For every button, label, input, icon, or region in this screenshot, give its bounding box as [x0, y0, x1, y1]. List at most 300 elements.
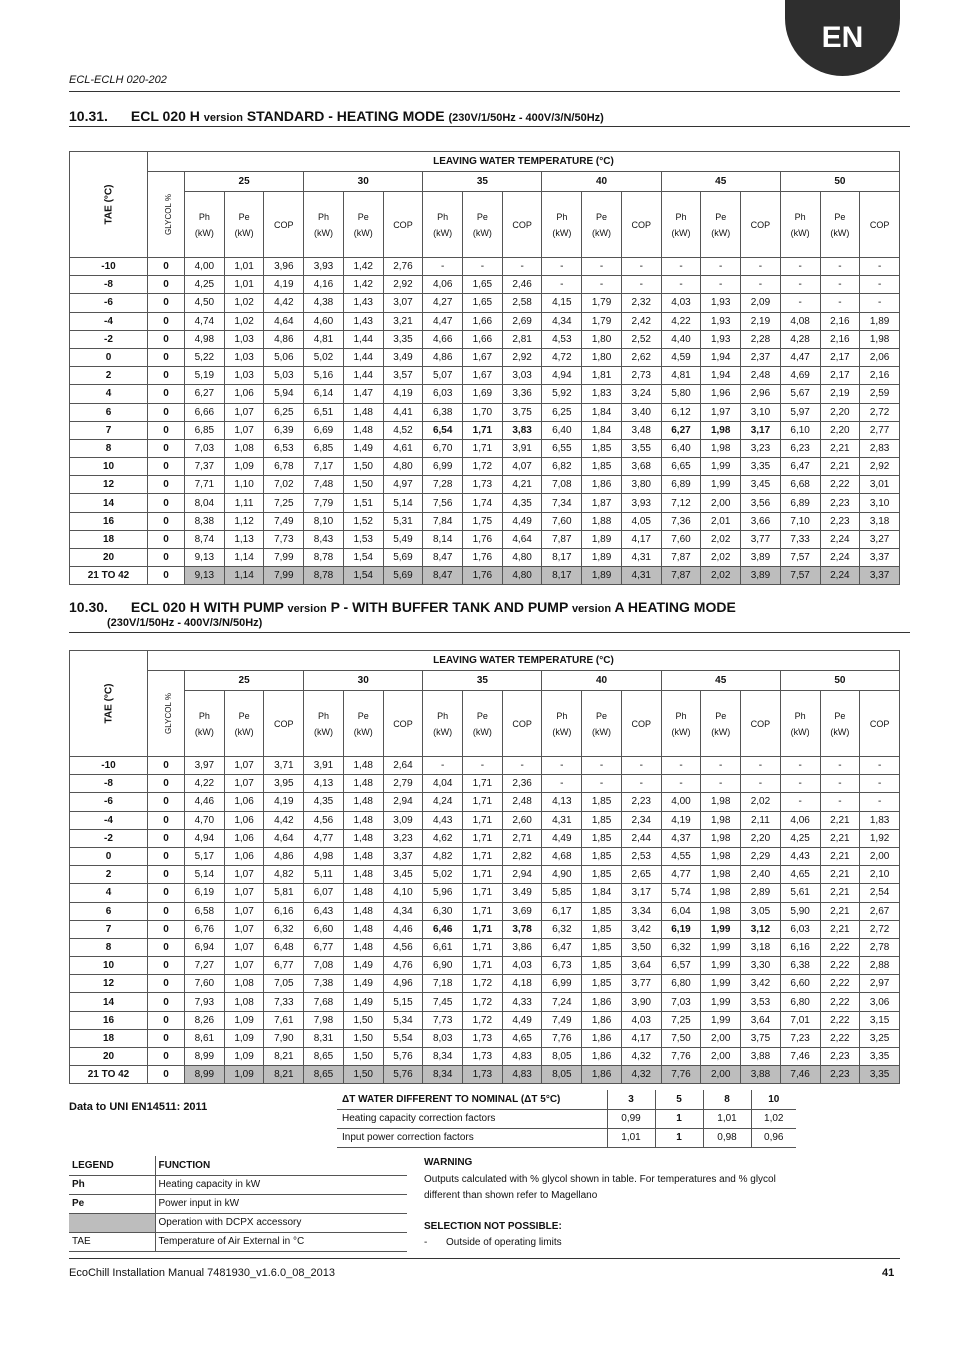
glycol-pct: %	[163, 693, 173, 701]
cell-value: 1,12	[224, 512, 264, 530]
cell-value: 5,16	[304, 367, 344, 385]
cell-value: 4,82	[423, 847, 463, 865]
cell-value: 2,11	[741, 811, 781, 829]
cell-value: 2,24	[820, 530, 860, 548]
cell-value: 8,21	[264, 1066, 304, 1084]
cell-value: 6,73	[542, 957, 582, 975]
lwt-header: LEAVING WATER TEMPERATURE (°C)	[148, 152, 900, 172]
cell-value: 7,84	[423, 512, 463, 530]
tae-value: 18	[70, 1029, 148, 1047]
cell-value: 7,37	[185, 458, 225, 476]
table-row	[70, 512, 900, 530]
cell-value: -	[780, 294, 820, 312]
table-row	[70, 847, 900, 865]
cell-value: 5,61	[780, 884, 820, 902]
cell-value: 7,01	[780, 1011, 820, 1029]
cell-value: 6,40	[661, 439, 701, 457]
cell-value: 1,06	[224, 385, 264, 403]
tae-value: -4	[70, 811, 148, 829]
tae-value: 12	[70, 476, 148, 494]
tae-value: -6	[70, 793, 148, 811]
cell-value: 3,24	[621, 385, 661, 403]
cell-value: 3,93	[621, 494, 661, 512]
cell-value: 2,19	[820, 385, 860, 403]
cell-value: 1,44	[343, 330, 383, 348]
cell-value: -	[542, 775, 582, 793]
cell-value: -	[701, 276, 741, 294]
cell-value: 3,80	[621, 476, 661, 494]
cop-header: COP	[264, 691, 304, 757]
cell-value: 2,21	[820, 884, 860, 902]
cell-value: 1,99	[701, 938, 741, 956]
cell-value: 1,54	[343, 567, 383, 585]
cell-value: 2,02	[701, 567, 741, 585]
table-row	[70, 902, 900, 920]
tae-value: 8	[70, 938, 148, 956]
cell-value: 4,55	[661, 847, 701, 865]
cell-value: 1,52	[343, 512, 383, 530]
cell-value: 5,94	[264, 385, 304, 403]
table-row	[70, 1011, 900, 1029]
tae-value: -10	[70, 258, 148, 276]
cell-value: 1,06	[224, 829, 264, 847]
cell-value: 7,57	[780, 549, 820, 567]
cell-value: 4,18	[502, 975, 542, 993]
cell-value: 1,07	[224, 884, 264, 902]
cell-value: 3,45	[741, 476, 781, 494]
cell-value: 8,61	[185, 1029, 225, 1047]
cell-value: 2,67	[860, 902, 900, 920]
cell-value: 6,32	[542, 920, 582, 938]
cell-value: 7,60	[185, 975, 225, 993]
cell-value: 2,69	[502, 312, 542, 330]
cell-value: 7,76	[542, 1029, 582, 1047]
cell-value: 7,49	[264, 512, 304, 530]
ph-header: Ph (kW)	[304, 192, 344, 258]
cell-value: 2,32	[621, 294, 661, 312]
cell-value: -	[661, 276, 701, 294]
tae-value: 0	[70, 847, 148, 865]
pe-header: Pe (kW)	[224, 691, 264, 757]
cell-value: 3,21	[383, 312, 423, 330]
table-row	[70, 811, 900, 829]
cell-value: 1,08	[224, 439, 264, 457]
cell-value: 2,52	[621, 330, 661, 348]
cell-value: 5,85	[542, 884, 582, 902]
cell-value: 4,86	[423, 348, 463, 366]
cell-value: 1,48	[343, 866, 383, 884]
cell-value: 7,18	[423, 975, 463, 993]
cell-value: 2,23	[820, 494, 860, 512]
cell-value: 1,03	[224, 330, 264, 348]
cell-value: 4,00	[661, 793, 701, 811]
cell-value: 4,68	[542, 847, 582, 865]
cell-value: 6,54	[423, 421, 463, 439]
cell-value: 3,30	[741, 957, 781, 975]
cell-value: 1,07	[224, 920, 264, 938]
cell-value: 8,05	[542, 1066, 582, 1084]
factor: 1,01	[607, 1128, 655, 1147]
cell-value: 4,70	[185, 811, 225, 829]
cell-value: 4,16	[304, 276, 344, 294]
cell-value: 1,80	[582, 348, 622, 366]
cell-value: 2,16	[820, 330, 860, 348]
table-row	[70, 793, 900, 811]
cell-value: 1,43	[343, 312, 383, 330]
cell-value: -	[463, 757, 503, 775]
cell-value: 5,02	[304, 348, 344, 366]
cell-value: 5,54	[383, 1029, 423, 1047]
cell-value: 1,09	[224, 1048, 264, 1066]
factor: 1,02	[751, 1109, 796, 1128]
cell-value: 8,14	[423, 530, 463, 548]
cell-value: 6,60	[304, 920, 344, 938]
glycol-value: 0	[148, 330, 185, 348]
cell-value: 3,86	[502, 938, 542, 956]
cell-value: 2,21	[820, 439, 860, 457]
selection-title: SELECTION NOT POSSIBLE:	[424, 1221, 562, 1232]
cell-value: 3,37	[383, 847, 423, 865]
cell-value: 1,98	[701, 421, 741, 439]
cell-value: -	[820, 775, 860, 793]
cell-value: 7,73	[264, 530, 304, 548]
cell-value: 1,98	[701, 902, 741, 920]
cell-value: 3,10	[741, 403, 781, 421]
cell-value: 7,45	[423, 993, 463, 1011]
cell-value: 3,95	[264, 775, 304, 793]
section2-title	[69, 599, 736, 615]
cell-value: 7,34	[542, 494, 582, 512]
table-row	[70, 866, 900, 884]
glycol-value: 0	[148, 811, 185, 829]
section2-version2: version	[571, 603, 612, 615]
glycol-value: 0	[148, 829, 185, 847]
cell-value: 4,03	[621, 1011, 661, 1029]
cell-value: 1,07	[224, 403, 264, 421]
cell-value: 1,73	[463, 476, 503, 494]
cell-value: 4,37	[661, 829, 701, 847]
cell-value: 1,98	[701, 811, 741, 829]
cell-value: 6,57	[661, 957, 701, 975]
cell-value: 6,04	[661, 902, 701, 920]
cell-value: 6,89	[661, 476, 701, 494]
cell-value: 2,22	[820, 957, 860, 975]
cell-value: 1,07	[224, 902, 264, 920]
ph-header: Ph (kW)	[780, 691, 820, 757]
cell-value: -	[582, 276, 622, 294]
cell-value: 2,83	[860, 439, 900, 457]
cell-value: 3,05	[741, 902, 781, 920]
cell-value: 2,76	[383, 258, 423, 276]
cell-value: 2,44	[621, 829, 661, 847]
cell-value: 7,48	[304, 476, 344, 494]
cell-value: 1,71	[463, 811, 503, 829]
cop-header: COP	[860, 192, 900, 258]
cell-value: 4,80	[502, 567, 542, 585]
ph-header: Ph (kW)	[304, 691, 344, 757]
cell-value: 6,82	[542, 458, 582, 476]
cell-value: 2,23	[820, 1066, 860, 1084]
tae-value: 20	[70, 1048, 148, 1066]
cell-value: 3,40	[621, 403, 661, 421]
glycol-value: 0	[148, 884, 185, 902]
cell-value: 1,08	[224, 975, 264, 993]
language-tab: EN	[785, 0, 900, 76]
cell-value: 6,48	[264, 938, 304, 956]
cell-value: 1,48	[343, 757, 383, 775]
cell-value: 1,89	[582, 530, 622, 548]
cell-value: 2,94	[502, 866, 542, 884]
cell-value: 6,70	[423, 439, 463, 457]
cell-value: 4,49	[502, 512, 542, 530]
cell-value: 4,97	[383, 476, 423, 494]
glycol-value: 0	[148, 258, 185, 276]
cell-value: 3,37	[860, 567, 900, 585]
cell-value: 7,28	[423, 476, 463, 494]
cell-value: 7,08	[542, 476, 582, 494]
delta-t-header: ΔT WATER DIFFERENT TO NOMINAL (ΔT 5°C)	[337, 1090, 607, 1109]
cell-value: 6,55	[542, 439, 582, 457]
cell-value: 7,33	[264, 993, 304, 1011]
cell-value: 2,53	[621, 847, 661, 865]
cell-value: 7,38	[304, 975, 344, 993]
legend-row	[69, 1194, 407, 1213]
cell-value: 6,99	[423, 458, 463, 476]
cell-value: 2,19	[741, 312, 781, 330]
cell-value: 4,06	[780, 811, 820, 829]
cell-value: 7,87	[542, 530, 582, 548]
tae-value: -4	[70, 312, 148, 330]
cell-value: 7,10	[780, 512, 820, 530]
cell-value: 4,27	[423, 294, 463, 312]
cell-value: 7,93	[185, 993, 225, 1011]
cell-value: 2,40	[741, 866, 781, 884]
function-header: FUNCTION	[155, 1156, 407, 1175]
cell-value: 2,78	[860, 938, 900, 956]
pe-header: Pe (kW)	[343, 192, 383, 258]
cell-value: 4,34	[542, 312, 582, 330]
cell-value: 1,11	[224, 494, 264, 512]
section1-rule	[69, 126, 910, 127]
cell-value: 4,50	[185, 294, 225, 312]
table-row	[70, 530, 900, 548]
cell-value: 6,78	[264, 458, 304, 476]
pe-header: Pe (kW)	[463, 691, 503, 757]
legend-function: Heating capacity in kW	[155, 1175, 407, 1194]
cell-value: 1,50	[343, 476, 383, 494]
cell-value: -	[582, 757, 622, 775]
cell-value: 7,98	[304, 1011, 344, 1029]
cell-value: 2,79	[383, 775, 423, 793]
cell-value: 2,42	[621, 312, 661, 330]
bullet-dash: -	[424, 1237, 428, 1248]
cop-header: COP	[383, 192, 423, 258]
section1-title	[69, 108, 604, 124]
glycol-value: 0	[148, 458, 185, 476]
cell-value: 6,23	[780, 439, 820, 457]
tae-value: 18	[70, 530, 148, 548]
cell-value: 1,06	[224, 811, 264, 829]
cell-value: 4,80	[502, 549, 542, 567]
cell-value: 1,67	[463, 348, 503, 366]
factor: 0,96	[751, 1128, 796, 1147]
glycol-value: 0	[148, 476, 185, 494]
cell-value: -	[582, 258, 622, 276]
cell-value: 4,56	[304, 811, 344, 829]
cell-value: 3,88	[741, 1066, 781, 1084]
glycol-header	[148, 671, 185, 757]
cell-value: -	[741, 276, 781, 294]
cell-value: 4,49	[502, 1011, 542, 1029]
cell-value: 1,74	[463, 494, 503, 512]
cell-value: 3,97	[185, 757, 225, 775]
legend-header-row	[69, 1156, 407, 1175]
cell-value: 6,17	[542, 902, 582, 920]
pe-header: Pe (kW)	[820, 691, 860, 757]
table-row	[70, 385, 900, 403]
cell-value: -	[820, 793, 860, 811]
cell-value: 9,13	[185, 549, 225, 567]
cell-value: 4,65	[502, 1029, 542, 1047]
glycol-value: 0	[148, 348, 185, 366]
cell-value: 1,50	[343, 1011, 383, 1029]
cell-value: 8,74	[185, 530, 225, 548]
cell-value: 2,21	[820, 847, 860, 865]
tae-value: 16	[70, 1011, 148, 1029]
lwt-column-header: 40	[542, 671, 661, 691]
cell-value: 2,92	[502, 348, 542, 366]
glycol-value: 0	[148, 975, 185, 993]
glycol-value: 0	[148, 439, 185, 457]
section2-power: (230V/1/50Hz - 400V/3/N/50Hz)	[107, 617, 263, 629]
cell-value: 1,71	[463, 847, 503, 865]
glycol-label: GLYCOL	[163, 702, 173, 734]
table-row	[70, 775, 900, 793]
cell-value: 6,25	[542, 403, 582, 421]
cell-value: 1,71	[463, 920, 503, 938]
cell-value: 1,85	[582, 458, 622, 476]
cell-value: 1,85	[582, 847, 622, 865]
cell-value: 1,09	[224, 1029, 264, 1047]
cell-value: 2,96	[741, 385, 781, 403]
cell-value: 3,90	[621, 993, 661, 1011]
cell-value: 3,27	[860, 530, 900, 548]
selection-item	[424, 1237, 562, 1248]
cell-value: 8,65	[304, 1066, 344, 1084]
cop-header: COP	[621, 192, 661, 258]
cell-value: 6,66	[185, 403, 225, 421]
cell-value: 1,01	[224, 276, 264, 294]
cell-value: 5,14	[185, 866, 225, 884]
header-rule	[69, 91, 900, 92]
cell-value: 8,78	[304, 567, 344, 585]
cell-value: 2,06	[860, 348, 900, 366]
cell-value: -	[741, 775, 781, 793]
cell-value: 1,09	[224, 1011, 264, 1029]
ph-header: Ph (kW)	[423, 691, 463, 757]
cell-value: 1,73	[463, 1029, 503, 1047]
cell-value: 1,48	[343, 902, 383, 920]
cell-value: 2,73	[621, 367, 661, 385]
table-row	[70, 367, 900, 385]
cell-value: 1,71	[463, 884, 503, 902]
cell-value: 3,89	[741, 567, 781, 585]
cell-value: 8,99	[185, 1066, 225, 1084]
cell-value: 8,65	[304, 1048, 344, 1066]
cell-value: 3,17	[621, 884, 661, 902]
cell-value: 2,72	[860, 920, 900, 938]
cell-value: 5,67	[780, 385, 820, 403]
section1-power: (230V/1/50Hz - 400V/3/N/50Hz)	[448, 112, 604, 124]
cell-value: 1,98	[701, 866, 741, 884]
legend-row	[69, 1232, 407, 1251]
cell-value: 4,56	[383, 938, 423, 956]
tae-value: -2	[70, 829, 148, 847]
factor: 1	[655, 1128, 703, 1147]
glycol-value: 0	[148, 957, 185, 975]
cell-value: 2,17	[820, 348, 860, 366]
cell-value: 3,56	[741, 494, 781, 512]
table-row	[70, 957, 900, 975]
cell-value: -	[780, 276, 820, 294]
cell-value: 2,21	[820, 458, 860, 476]
cell-value: 7,87	[661, 549, 701, 567]
cell-value: 6,80	[780, 993, 820, 1011]
heating-correction-row	[337, 1109, 796, 1128]
cop-header: COP	[741, 192, 781, 258]
cell-value: 3,35	[860, 1048, 900, 1066]
delta-t-10: 10	[751, 1090, 796, 1109]
cell-value: 7,03	[185, 439, 225, 457]
cell-value: 5,07	[423, 367, 463, 385]
cell-value: 6,07	[304, 884, 344, 902]
pe-header: Pe (kW)	[463, 192, 503, 258]
cell-value: 2,82	[502, 847, 542, 865]
cell-value: -	[621, 775, 661, 793]
cell-value: 3,01	[860, 476, 900, 494]
cell-value: 1,44	[343, 348, 383, 366]
cell-value: 1,75	[463, 512, 503, 530]
cell-value: 2,22	[820, 975, 860, 993]
ph-header: Ph (kW)	[661, 691, 701, 757]
cell-value: 6,25	[264, 403, 304, 421]
cell-value: 4,31	[542, 811, 582, 829]
delta-t-5: 5	[655, 1090, 703, 1109]
glycol-value: 0	[148, 757, 185, 775]
cell-value: 4,77	[661, 866, 701, 884]
cell-value: 4,05	[621, 512, 661, 530]
cell-value: 7,50	[661, 1029, 701, 1047]
cell-value: 4,42	[264, 811, 304, 829]
glycol-value: 0	[148, 847, 185, 865]
cell-value: 1,69	[463, 385, 503, 403]
table-row	[70, 458, 900, 476]
factor: 0,99	[607, 1109, 655, 1128]
cell-value: 1,07	[224, 957, 264, 975]
cell-value: 1,67	[463, 367, 503, 385]
cell-value: 8,99	[185, 1048, 225, 1066]
cell-value: 1,07	[224, 866, 264, 884]
cell-value: 3,96	[264, 258, 304, 276]
cell-value: -	[701, 757, 741, 775]
cell-value: 6,65	[661, 458, 701, 476]
cell-value: 5,80	[661, 385, 701, 403]
cell-value: 3,18	[741, 938, 781, 956]
cell-value: 5,02	[423, 866, 463, 884]
cell-value: 1,06	[224, 793, 264, 811]
cell-value: 8,17	[542, 549, 582, 567]
cell-value: -	[780, 793, 820, 811]
